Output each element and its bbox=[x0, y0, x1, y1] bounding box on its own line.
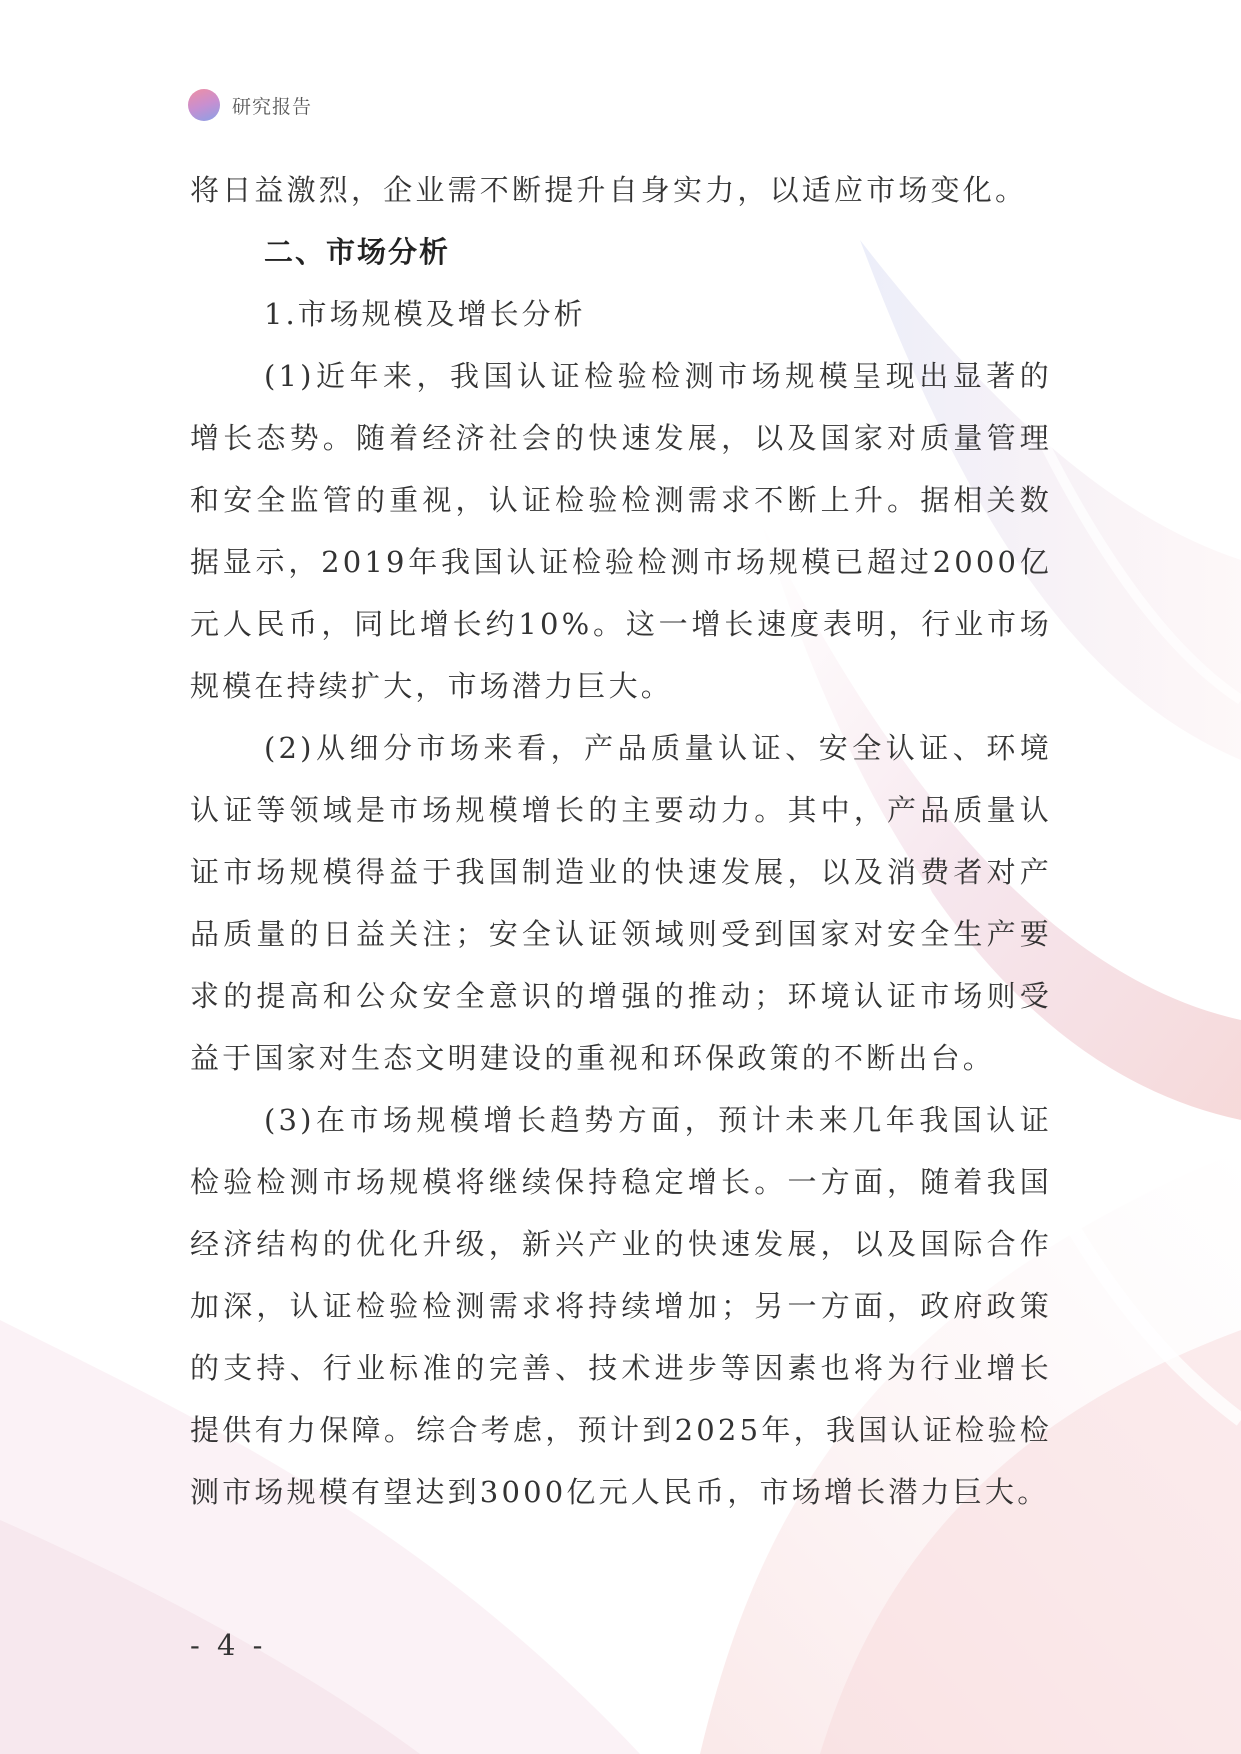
logo-circle-icon bbox=[188, 89, 220, 121]
subsection-heading: 1.市场规模及增长分析 bbox=[264, 297, 586, 331]
report-header bbox=[188, 89, 312, 121]
paragraph-continuation: 将日益激烈，企业需不断提升自身实力，以适应市场变化。 bbox=[190, 173, 1028, 207]
document-body bbox=[190, 159, 1052, 1523]
header-title: 研究报告 bbox=[232, 95, 313, 118]
paragraph-1: (1)近年来，我国认证检验检测市场规模呈现出显著的增长态势。随着经济社会的快速发展，以及国家对质量管理和安全监管的重视，认证检验检测需求不断上升。据相关数据显示，2019年我国认证检验检测市场规模已超过2000亿元人民币，同比增长约10%。这一增长速度表明，行业市场规模在持续扩大，市场潜力巨大。 bbox=[190, 359, 1052, 703]
page-number: - 4 - bbox=[190, 1628, 267, 1662]
paragraph-2: (2)从细分市场来看，产品质量认证、安全认证、环境认证等领域是市场规模增长的主要动力。其中，产品质量认证市场规模得益于我国制造业的快速发展，以及消费者对产品质量的日益关注；安全认证领域则受到国家对安全生产要求的提高和公众安全意识的增强的推动；环境认证市场则受益于国家对生态文明建设的重视和环保政策的不断出台。 bbox=[190, 731, 1052, 1075]
section-heading: 二、市场分析 bbox=[264, 235, 451, 269]
paragraph-3: (3)在市场规模增长趋势方面，预计未来几年我国认证检验检测市场规模将继续保持稳定增长。一方面，随着我国经济结构的优化升级，新兴产业的快速发展，以及国际合作加深，认证检验检测需求将持续增加；另一方面，政府政策的支持、行业标准的完善、技术进步等因素也将为行业增长提供有力保障。综合考虑，预计到2025年，我国认证检验检测市场规模有望达到3000亿元人民币，市场增长潜力巨大。 bbox=[190, 1103, 1052, 1509]
